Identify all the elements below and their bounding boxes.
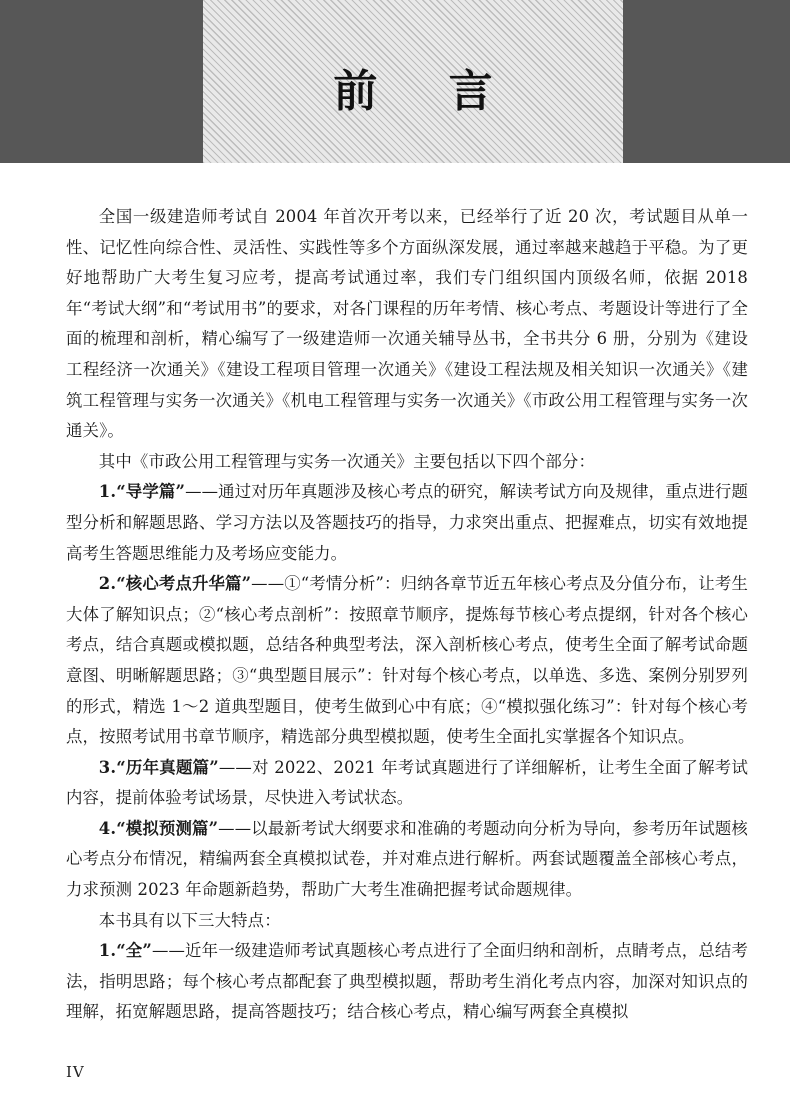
paragraph: 4.“模拟预测篇”——以最新考试大纲要求和准确的考题动向分析为导向，参考历年试题核心考点分布情况，精编两套全真模拟试卷，并对难点进行解析。两套试题覆盖全部核心考点，力求预测 2023 年命题新趋势，帮助广大考生准确把握考试命题规律。	[66, 818, 748, 900]
paragraph: 3.“历年真题篇”——对 2022、2021 年考试真题进行了详细解析，让考生全面了解考试内容，提前体验考试场景，尽快进入考试状态。	[66, 757, 748, 808]
section-heading: 3.“历年真题篇”	[98, 757, 219, 777]
header-band	[0, 0, 790, 163]
page-title: 前 言	[333, 66, 521, 117]
paragraph: 其中《市政公用工程管理与实务一次通关》主要包括以下四个部分：	[98, 451, 596, 471]
paragraph: 1.“导学篇”——通过对历年真题涉及核心考点的研究，解读考试方向及规律，重点进行题型分析和解题思路、学习方法以及答题技巧的指导，力求突出重点、把握难点，切实有效地提高考生答题思维能力及考场应变能力。	[66, 482, 748, 563]
section-heading: 1.“导学篇”	[98, 482, 186, 502]
page-number: IV	[66, 1063, 85, 1081]
paragraph: 2.“核心考点升华篇”——①“考情分析”：归纳各章节近五年核心考点及分值分布，让考生大体了解知识点；②“核心考点剖析”：按照章节顺序，提炼每节核心考点提纲，针对各个核心考点，结合真题或模拟题，总结各种典型考法，深入剖析核心考点，使考生全面了解考试命题意图、明晰解题思路；③“典型题目展示”：针对每个核心考点，以单选、多选、案例分别罗列的形式，精选 1～2 道典型题目，使考生做到心中有底；④“模拟强化练习”：针对每个核心考点，按照考试用书章节顺序，精选部分典型模拟题，使考生全面扎实掌握各个知识点。	[66, 574, 748, 747]
section-heading: 2.“核心考点升华篇”	[98, 574, 252, 594]
paragraph: 全国一级建造师考试自 2004 年首次开考以来，已经举行了近 20 次，考试题目从单一性、记忆性向综合性、灵活性、实践性等多个方面纵深发展，通过率越来越趋于平稳。为了更好地帮助广大考生复习应考，提高考试通过率，我们专门组织国内顶级名师，依据 2018 年“考试大纲”和“考试用书”的要求，对各门课程的历年考情、核心考点、考题设计等进行了全面的梳理和剖析，精心编写了一级建造师一次通关辅导丛书，全书共分 6 册，分别为《建设工程经济一次通关》《建设工程项目管理一次通关》《建设工程法规及相关知识一次通关》《建筑工程管理与实务一次通关》《机电工程管理与实务一次通关》《市政公用工程管理与实务一次通关》。	[66, 207, 748, 441]
preface-body	[66, 202, 748, 1028]
section-heading: 4.“模拟预测篇”	[98, 818, 219, 838]
paragraph: 本书具有以下三大特点：	[98, 910, 281, 930]
paragraph: 1.“全”——近年一级建造师考试真题核心考点进行了全面归纳和剖析，点睛考点，总结考法，指明思路；每个核心考点都配套了典型模拟题，帮助考生消化考点内容，加深对知识点的理解，拓宽解题思路，提高答题技巧；结合核心考点，精心编写两套全真模拟	[66, 941, 749, 1022]
section-heading: 1.“全”	[98, 941, 152, 961]
title-panel	[203, 0, 623, 163]
